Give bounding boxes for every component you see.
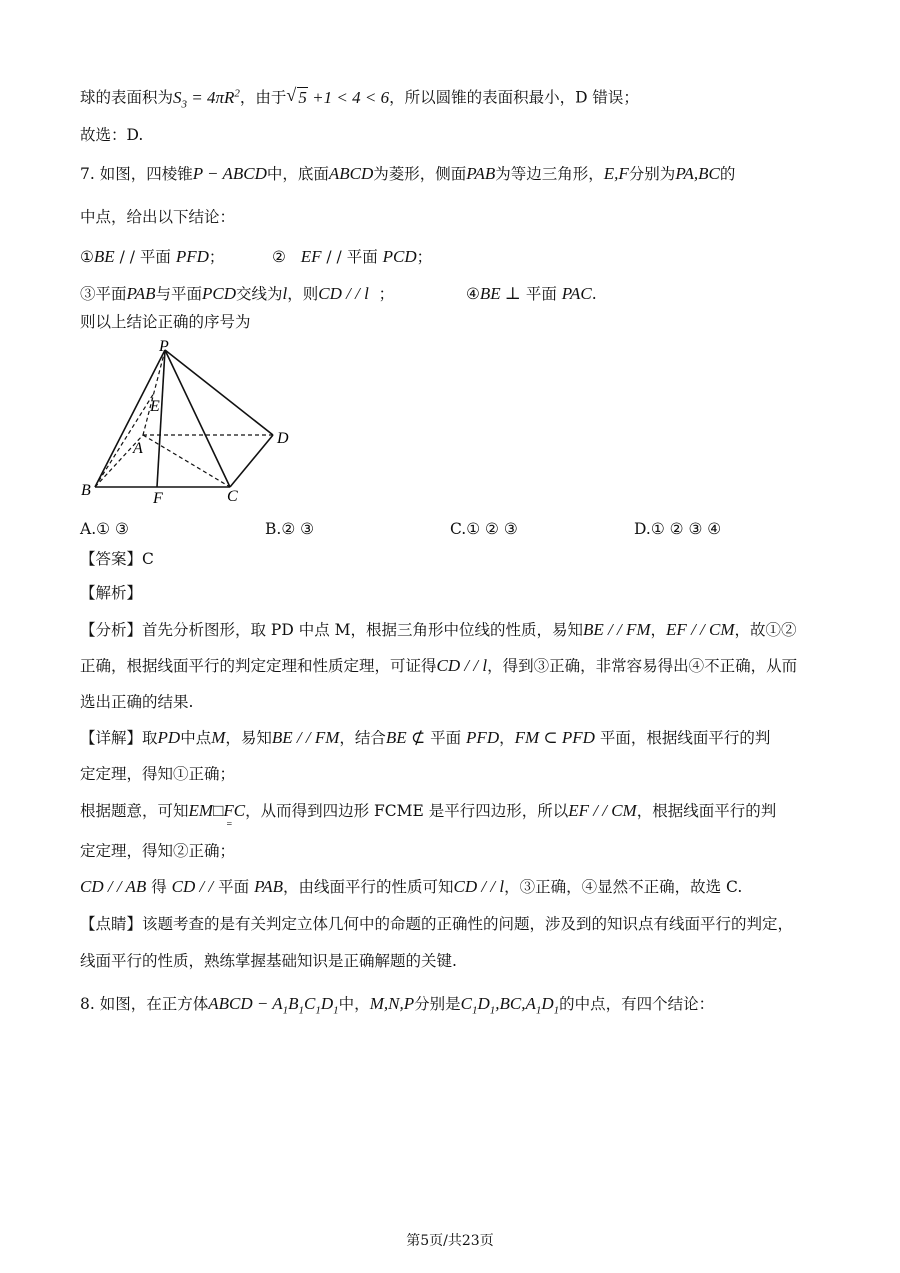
em-parallel-equal-fc: EM□FC = <box>188 801 246 830</box>
math: $S_3 = 4\pi R^2$ <box>173 87 240 111</box>
question-7-stem: 7. 如图，四棱锥P − ABCD中，底面ABCD为菱形，侧面PAB为等边三角形，E,F分别为PA,BC的 <box>80 164 736 183</box>
label-b: B <box>81 482 91 499</box>
detail-line-3: 根据题意，可知EM□FC = ，从而得到四边形 FCME 是平行四边形，所以EF / / CM，根据线面平行的判 <box>80 801 777 830</box>
label-e: E <box>150 398 160 415</box>
question-8-stem: 8. 如图，在正方体ABCD − $A_1B_1C_1D_1$中，M,N,P分别是$C_1D_1,BC,A_1D_1$的中点，有四个结论： <box>80 994 715 1017</box>
comment-line-2: 线面平行的性质，熟练掌握基础知识是正确解题的关键. <box>80 952 457 970</box>
edge-be <box>95 393 154 487</box>
page-footer: 第5页/共23页 <box>406 1233 494 1249</box>
edge-pa <box>143 350 165 435</box>
conclusion-1: ①BE / / 平面 PFD； <box>80 247 225 266</box>
text-line-sphere-area: 球的表面积为$S_3 = 4\pi R^2$，由于√ 5 +1 < 4 < 6，所以圆锥的表面积最小，D 错误； <box>80 82 639 115</box>
option-b[interactable]: B.② ③ <box>265 520 315 538</box>
detail-line-2: 定定理，得知①正确； <box>80 765 236 783</box>
detail-line-4: 定定理，得知②正确； <box>80 842 236 860</box>
answer-label: 【答案】C <box>80 550 154 568</box>
option-c[interactable]: C.① ② ③ <box>450 520 518 538</box>
label-p: P <box>159 338 169 355</box>
option-a[interactable]: A.① ③ <box>80 520 129 538</box>
analysis-heading: 【解析】 <box>80 584 143 602</box>
edge-pb <box>95 350 165 487</box>
conclusion-3: ③平面PAB与平面PCD交线为l，则CD / / l ； <box>80 284 395 303</box>
label-c: C <box>227 488 238 505</box>
comment-line-1: 【点睛】该题考查的是有关判定立体几何中的命题的正确性的问题，涉及到的知识点有线面平行的判定， <box>80 915 794 933</box>
edge-cd <box>230 435 273 487</box>
label-a: A <box>133 440 143 457</box>
text-line-answer-d: 故选：D. <box>80 126 144 144</box>
conclusion-2: ② EF / / 平面 PCD； <box>272 247 433 266</box>
analysis-line-3: 选出正确的结果. <box>80 693 194 711</box>
question-7-stem-2: 中点，给出以下结论： <box>80 208 236 226</box>
label-d: D <box>277 430 289 447</box>
conclusion-4: ④BE ⊥ 平面 PAC. <box>466 284 597 303</box>
option-d[interactable]: D.① ② ③ ④ <box>634 520 722 538</box>
analysis-line-1: 【分析】首先分析图形，取 PD 中点 M，根据三角形中位线的性质，易知BE / / FM，EF / / CM，故①② <box>80 620 797 639</box>
analysis-line-2: 正确，根据线面平行的判定定理和性质定理，可证得CD / / l，得到③正确，非常容易得出④不正确，从而 <box>80 656 798 675</box>
edge-pf <box>157 350 165 487</box>
edge-pd <box>165 350 273 435</box>
label-f: F <box>153 490 163 507</box>
detail-line-1: 【详解】取PD中点M，易知BE / / FM，结合BE ⊄ 平面 PFD，FM ⊂ PFD 平面，根据线面平行的判 <box>80 728 771 747</box>
edge-pc <box>165 350 230 487</box>
pyramid-figure <box>75 335 305 510</box>
math: √ 5 +1 < 4 < 6 <box>286 88 389 107</box>
detail-line-5: CD / / AB 得 CD / / 平面 PAB，由线面平行的性质可知CD / / l，③正确，④显然不正确，故选 C. <box>80 877 743 896</box>
question-7-ask: 则以上结论正确的序号为 <box>80 313 251 331</box>
